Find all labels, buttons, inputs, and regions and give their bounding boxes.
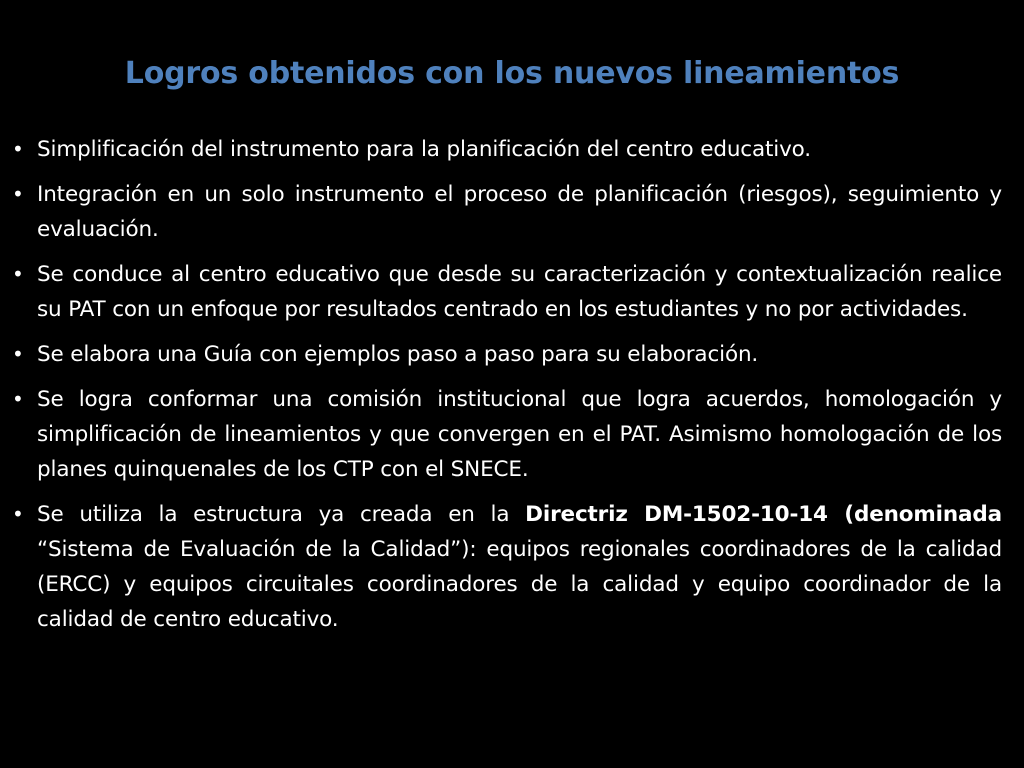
bullet-text: Simplificación del instrumento para la planificación del centro educativo. xyxy=(37,137,811,162)
bullet-item xyxy=(12,497,1002,637)
bullet-icon: • xyxy=(12,342,24,366)
bullet-icon: • xyxy=(12,262,24,286)
bullet-icon: • xyxy=(12,137,24,161)
bullet-icon: • xyxy=(12,182,24,206)
bullet-icon: • xyxy=(12,502,24,526)
bullet-item xyxy=(12,177,1002,247)
bullet-text-suffix: “Sistema de Evaluación de la Calidad”): equipos regionales coordinadores de la calidad (ERCC) y equipos circuitales coordinadores de la calidad y equipo coordinador de la calidad de centro educativo. xyxy=(37,537,1002,632)
slide-title: Logros obtenidos con los nuevos lineamientos xyxy=(124,56,900,91)
bullet-item xyxy=(12,337,1002,372)
bullet-item xyxy=(12,132,1002,167)
bullet-icon: • xyxy=(12,387,24,411)
bullet-item xyxy=(12,382,1002,487)
bullet-text: Se logra conformar una comisión institucional que logra acuerdos, homologación y simplificación de lineamientos y que convergen en el PAT. Asimismo homologación de los planes quinquenales de los CTP con el SNECE. xyxy=(37,387,1002,482)
bullet-list xyxy=(12,132,1002,647)
bullet-item xyxy=(12,257,1002,327)
bullet-text: Integración en un solo instrumento el proceso de planificación (riesgos), seguimiento y evaluación. xyxy=(37,182,1002,242)
bullet-text: Se elabora una Guía con ejemplos paso a paso para su elaboración. xyxy=(37,342,759,367)
directive-reference: Directriz DM-1502-10-14 (denominada xyxy=(525,502,1002,527)
bullet-text-prefix: Se utiliza la estructura ya creada en la xyxy=(37,502,526,527)
bullet-text: Se conduce al centro educativo que desde su caracterización y contextualización realice su PAT con un enfoque por resultados centrado en los estudiantes y no por actividades. xyxy=(37,262,1002,322)
